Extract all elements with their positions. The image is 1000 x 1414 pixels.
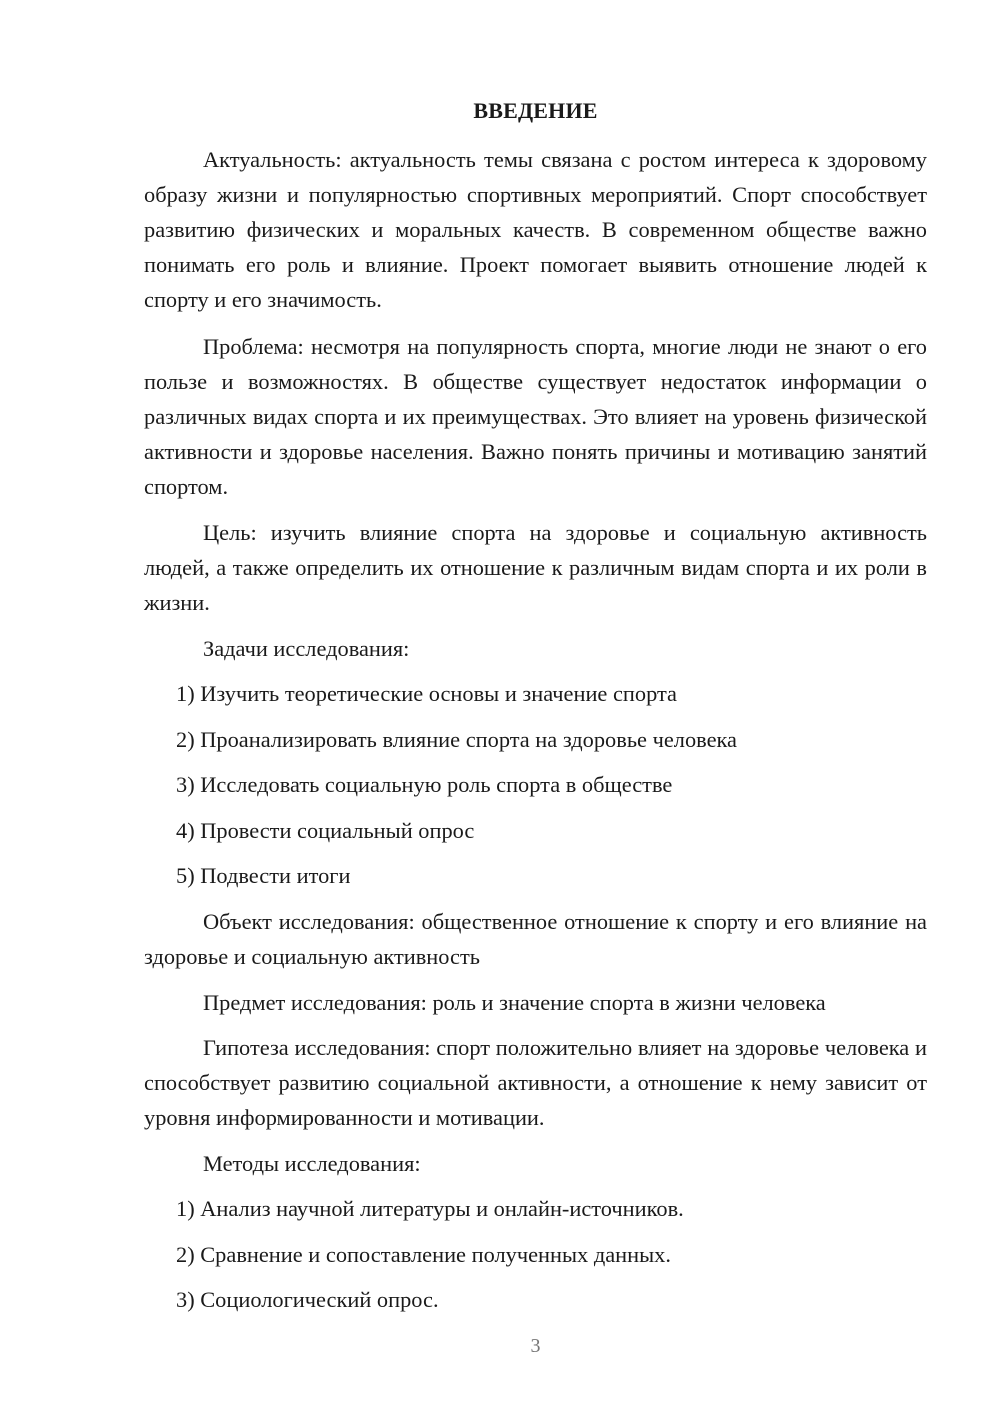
relevance-paragraph-block (144, 142, 927, 317)
task-item: 2) Проанализировать влияние спорта на здоровье человека (176, 727, 737, 752)
goal-paragraph: Цель: изучить влияние спорта на здоровье и социальную активность людей, а также определить их отношение к различным видам спорта и их роли в жизни. (144, 520, 927, 615)
task-item: 4) Провести социальный опрос (176, 818, 475, 843)
method-item: 3) Социологический опрос. (176, 1287, 439, 1312)
hypothesis-paragraph-block (144, 1030, 927, 1135)
goal-paragraph-block (144, 515, 927, 620)
object-paragraph: Объект исследования: общественное отношение к спорту и его влияние на здоровье и социальную активность (144, 909, 927, 969)
methods-heading: Методы исследования: (203, 1151, 421, 1176)
page-number: 3 (530, 1335, 541, 1357)
task-item: 1) Изучить теоретические основы и значение спорта (176, 681, 677, 706)
task-item: 5) Подвести итоги (176, 863, 351, 888)
problem-paragraph: Проблема: несмотря на популярность спорта, многие люди не знают о его пользе и возможностях. В обществе существует недостаток информации о различных видах спорта и их преимуществах. Это влияет на уровень физической активности и здоровье населения. Важно понять причины и мотивацию занятий спортом. (144, 334, 927, 499)
hypothesis-paragraph: Гипотеза исследования: спорт положительно влияет на здоровье человека и способствует развитию социальной активности, а отношение к нему зависит от уровня информированности и мотивации. (144, 1035, 927, 1130)
document-page (144, 0, 927, 1414)
method-item: 2) Сравнение и сопоставление полученных данных. (176, 1242, 671, 1267)
task-item: 3) Исследовать социальную роль спорта в обществе (176, 772, 673, 797)
subject-paragraph: Предмет исследования: роль и значение спорта в жизни человека (203, 990, 826, 1015)
object-paragraph-block (144, 904, 927, 974)
section-title: ВВЕДЕНИЕ (473, 98, 598, 123)
method-item: 1) Анализ научной литературы и онлайн-источников. (176, 1196, 684, 1221)
tasks-heading: Задачи исследования: (203, 636, 410, 661)
problem-paragraph-block (144, 329, 927, 504)
relevance-paragraph: Актуальность: актуальность темы связана с ростом интереса к здоровому образу жизни и популярностью спортивных мероприятий. Спорт способствует развитию физических и моральных качеств. В современном обществе важно понимать его роль и влияние. Проект помогает выявить отношение людей к спорту и его значимость. (144, 147, 927, 312)
